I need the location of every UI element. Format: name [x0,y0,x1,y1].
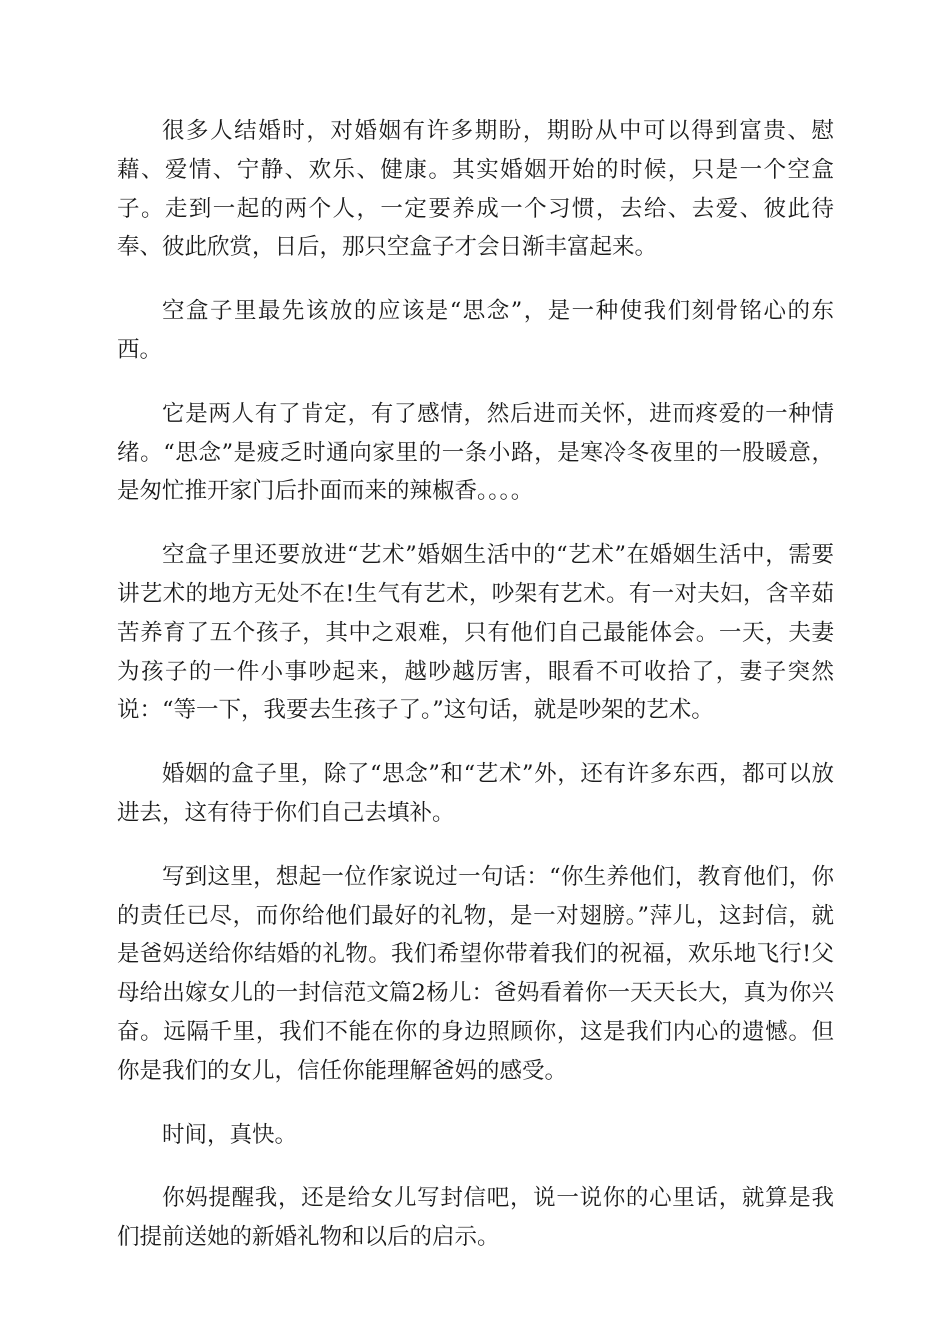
paragraph-4: 空盒子里还要放进“艺术”婚姻生活中的“艺术”在婚姻生活中，需要讲艺术的地方无处不在!生气有艺术，吵架有艺术。有一对夫妇，含辛茹苦养育了五个孩子，其中之艰难，只有他们自己最能体会。一天，夫妻为孩子的一件小事吵起来，越吵越厉害，眼看不可收拾了，妻子突然说：“等一下，我要去生孩子了。”这句话，就是吵架的艺术。 [117,542,834,724]
paragraph-5: 婚姻的盒子里，除了“思念”和“艺术”外，还有许多东西，都可以放进去，这有待于你们自己去填补。 [117,761,834,826]
paragraph-7: 时间，真快。 [162,1121,298,1148]
paragraph-1: 很多人结婚时，对婚姻有许多期盼，期盼从中可以得到富贵、慰藉、爱情、宁静、欢乐、健康。其实婚姻开始的时候，只是一个空盒子。走到一起的两个人，一定要养成一个习惯，去给、去爱、彼此待奉、彼此欣赏，日后，那只空盒子才会日渐丰富起来。 [117,118,834,261]
paragraph-6: 写到这里，想起一位作家说过一句话：“你生养他们，教育他们，你的责任已尽，而你给他们最好的礼物，是一对翅膀。”萍儿，这封信，就是爸妈送给你结婚的礼物。我们希望你带着我们的祝福，欢乐地飞行!父母给出嫁女儿的一封信范文篇2杨儿：爸妈看着你一天天长大，真为你兴奋。远隔千里，我们不能在你的身边照顾你，这是我们内心的遗憾。但你是我们的女儿，信任你能理解爸妈的感受。 [117,863,834,1084]
paragraph-8: 你妈提醒我，还是给女儿写封信吧，说一说你的心里话，就算是我们提前送她的新婚礼物和以后的启示。 [117,1185,834,1251]
document-body [117,112,834,1282]
paragraph-3: 它是两人有了肯定，有了感情，然后进而关怀，进而疼爱的一种情绪。“思念”是疲乏时通向家里的一条小路，是寒冷冬夜里的一股暖意，是匆忙推开家门后扑面而来的辣椒香。。。。 [117,400,834,505]
paragraph-2: 空盒子里最先该放的应该是“思念”，是一种使我们刻骨铭心的东西。 [117,298,834,363]
